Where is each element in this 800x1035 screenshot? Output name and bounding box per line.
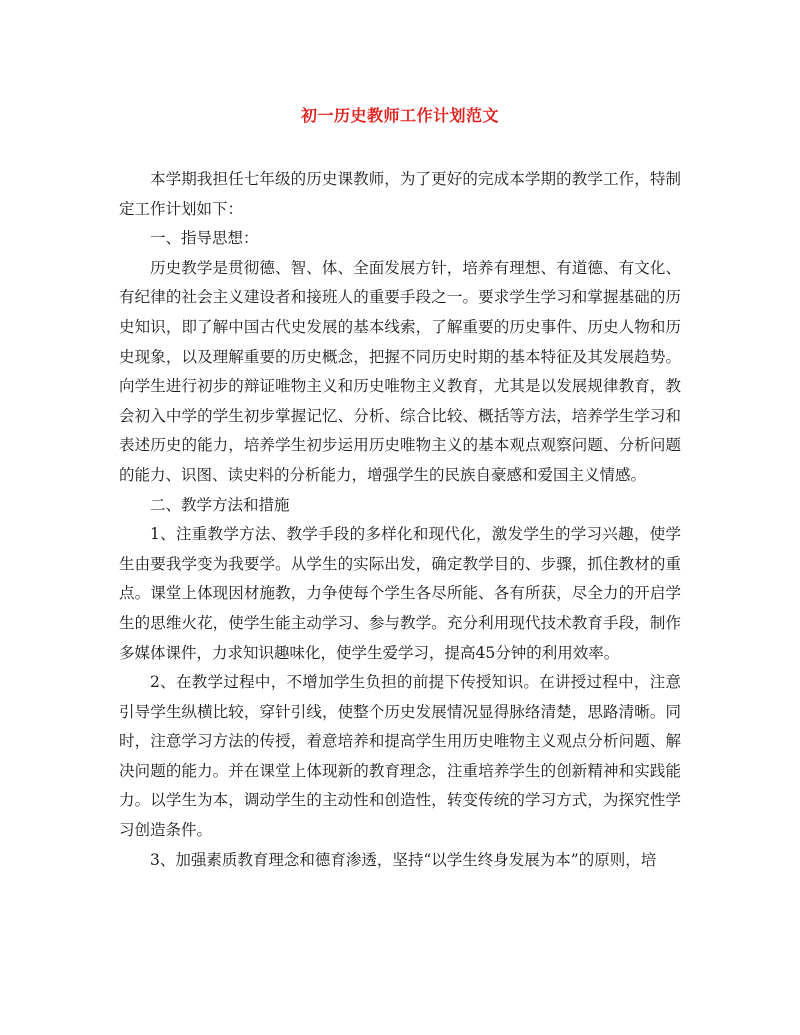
document-title: 初一历史教师工作计划范文 [300, 106, 499, 125]
guiding-thought-paragraph: 历史教学是贯彻德、智、体、全面发展方针，培养有理想、有道德、有文化、有纪律的社会主义建设者和接班人的重要手段之一。要求学生学习和掌握基础的历史知识，即了解中国古代史发展的基本线索，了解重要的历史事件、历史人物和历史现象，以及理解重要的历史概念，把握不同历史时期的基本特征及其发展趋势。向学生进行初步的辩证唯物主义和历史唯物主义教育，尤其是以发展规律教育，教会初入中学的学生初步掌握记忆、分析、综合比较、概括等方法，培养学生学习和表述历史的能力，培养学生初步运用历史唯物主义的基本观点观察问题、分析问题的能力、识图、读史料的分析能力，增强学生的民族自豪感和爱国主义情感。 [119, 258, 681, 484]
method-item-3: 3、加强素质教育理念和德育渗透，坚持“以学生终身发展为本”的原则，培 [150, 850, 657, 869]
section-heading-methods: 二、教学方法和措施 [150, 495, 290, 514]
document-body [119, 165, 681, 875]
method-item-1: 1、注重教学方法、教学手段的多样化和现代化，激发学生的学习兴趣，使学生由要我学变为我要学。从学生的实际出发，确定教学目的、步骤，抓住教材的重点。课堂上体现因材施教，力争使每个学生各尽所能、各有所获，尽全力的开启学生的思维火花，使学生能主动学习、参与教学。充分利用现代技术教育手段，制作多媒体课件，力求知识趣味化，使学生爱学习，提高45分钟的利用效率。 [119, 525, 681, 662]
method-item-2: 2、在教学过程中，不增加学生负担的前提下传授知识。在讲授过程中，注意引导学生纵横比较，穿针引线，使整个历史发展情况显得脉络清楚，思路清晰。同时，注意学习方法的传授，着意培养和提高学生用历史唯物主义观点分析问题、解决问题的能力。并在课堂上体现新的教育理念，注重培养学生的创新精神和实践能力。以学生为本，调动学生的主动性和创造性，转变传统的学习方式，为探究性学习创造条件。 [119, 673, 681, 840]
intro-paragraph: 本学期我担任七年级的历史课教师，为了更好的完成本学期的教学工作，特制定工作计划如下： [119, 170, 681, 218]
section-heading-guiding-thought: 一、指导思想： [150, 229, 259, 248]
